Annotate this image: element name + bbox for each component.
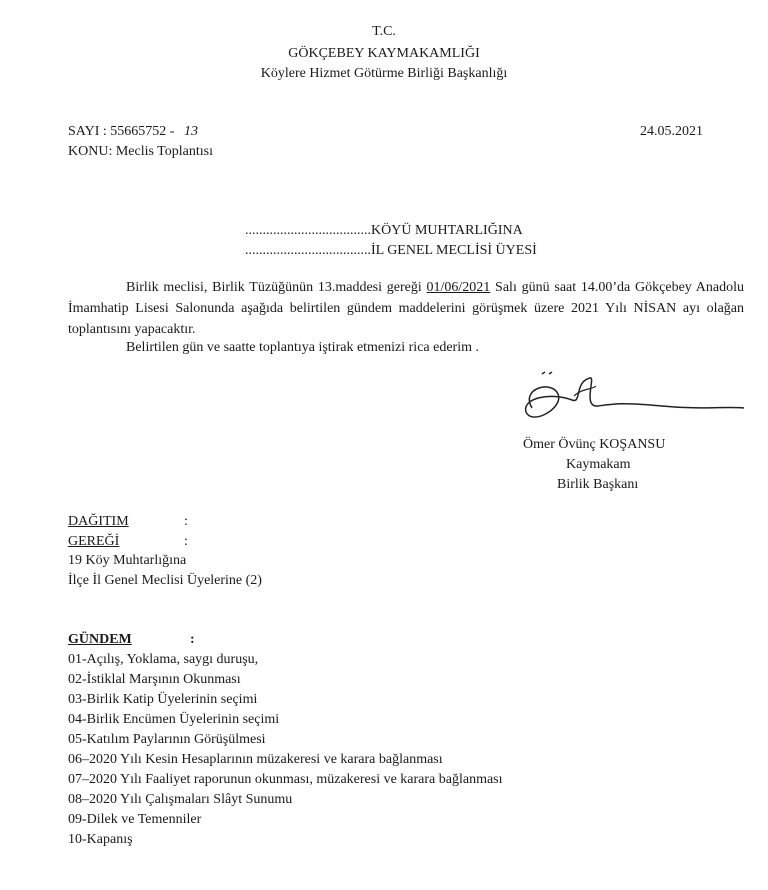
agenda-item: 05-Katılım Paylarının Görüşülmesi [68,732,266,747]
agenda-item: 02-İstiklal Marşının Okunması [68,672,241,687]
distribution-colon-1: : [184,514,188,529]
distribution-colon-2: : [184,534,188,549]
agenda-item: 09-Dilek ve Temenniler [68,812,202,827]
meeting-date: 01/06/2021 [426,280,491,295]
agenda-colon: : [190,632,195,647]
agenda-heading: GÜNDEM [68,632,132,647]
distribution-heading: DAĞITIM [68,514,129,529]
body-paragraph-2: Belirtilen gün ve saatte toplantıya iştirak etmenizi rica ederim . [126,340,479,355]
recipient-text-2: İL GENEL MECLİSİ ÜYESİ [371,243,537,258]
body-paragraph-1 [68,277,744,340]
agenda-item: 08–2020 Yılı Çalışmaları Slâyt Sunumu [68,792,293,807]
para1-part-a: Birlik meclisi, Birlik Tüzüğünün 13.maddesi gereği [126,280,427,295]
konu-line: KONU: Meclis Toplantısı [68,144,213,159]
distribution-heading-line [68,514,188,530]
sayi-label: SAYI : 55665752 - [68,124,175,139]
agenda-item: 06–2020 Yılı Kesin Hesaplarının müzakeresi ve karara bağlanması [68,752,443,767]
agenda-item: 01-Açılış, Yoklama, saygı duruşu, [68,652,259,667]
agenda-item: 10-Kapanış [68,832,133,847]
recipient-dots-1: .................................... [245,223,371,238]
header-tc: T.C. [372,24,396,39]
agenda-item: 03-Birlik Katip Üyelerinin seçimi [68,692,258,707]
header-birlik: Köylere Hizmet Götürme Birliği Başkanlığı [260,66,508,81]
distribution-subheading-line [68,534,188,550]
agenda-item: 07–2020 Yılı Faaliyet raporunun okunması, müzakeresi ve karara bağlanması [68,772,503,787]
recipient-text-1: KÖYÜ MUHTARLIĞINA [371,223,523,238]
distribution-subheading: GEREĞİ [68,534,120,549]
signatory-name: Ömer Övünç KOŞANSU [523,437,666,452]
signatory-title-1: Kaymakam [566,457,631,472]
sayi-handwritten: 13 [183,124,198,139]
sayi-line [68,124,198,140]
para1-part-b: Salı günü saat 14.00’da Gökçebey Anadolu İmamhatip Lisesi Salonunda aşağıda belirtilen gündem maddelerini görüşmek üzere 2021 Yılı NİSAN ayı olağan toplantısını yapacaktır. [68,280,744,337]
header-kaymakamlik: GÖKÇEBEY KAYMAKAMLIĞI [288,46,480,61]
agenda-item: 04-Birlik Encümen Üyelerinin seçimi [68,712,280,727]
recipient-line-1 [245,223,523,239]
recipient-dots-2: .................................... [245,243,371,258]
document-date: 24.05.2021 [640,124,703,139]
agenda-heading-line [68,632,195,648]
distribution-item: İlçe İl Genel Meclisi Üyelerine (2) [68,573,262,588]
recipient-line-2 [245,243,537,259]
distribution-item: 19 Köy Muhtarlığına [68,553,187,568]
signature-image [512,368,752,438]
signatory-title-2: Birlik Başkanı [557,477,639,492]
